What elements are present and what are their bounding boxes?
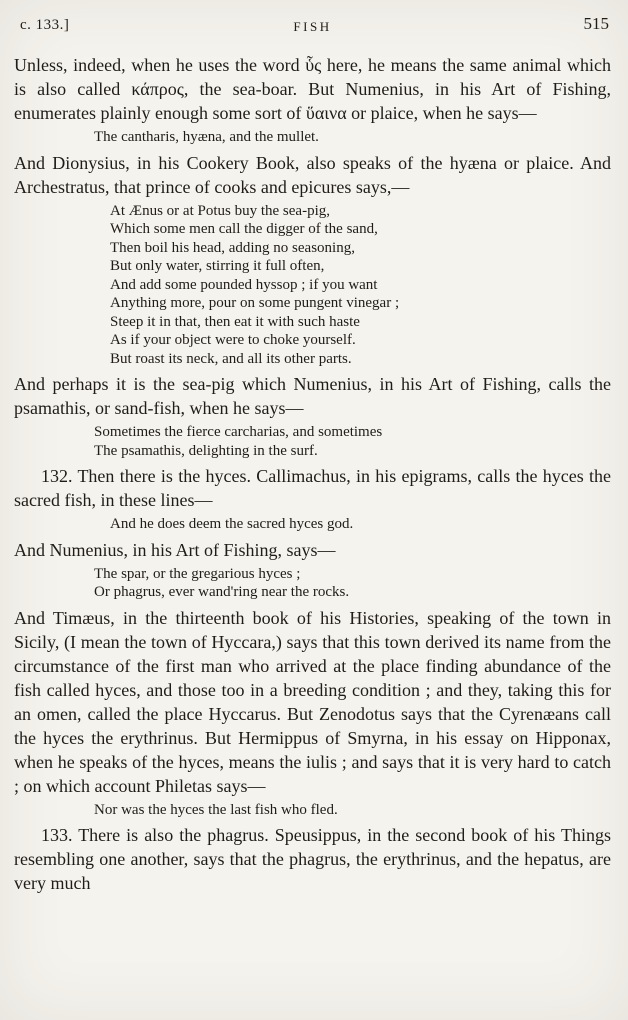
body-paragraph: And Numenius, in his Art of Fishing, says— xyxy=(14,539,336,560)
verse-block xyxy=(110,202,611,369)
verse-block xyxy=(94,128,611,147)
chapter-reference: c. 133.] xyxy=(20,17,70,33)
running-title: FISH xyxy=(293,19,332,34)
body-paragraph-numbered-133: 133. There is also the phagrus. Speusippus, in the second book of his Things resembling one another, says that the phagrus, the erythrinus, and the hepatus, are very much xyxy=(14,825,611,893)
body-paragraph: And perhaps it is the sea-pig which Numenius, in his Art of Fishing, calls the psamathis, or sand-fish, when he says— xyxy=(14,374,611,418)
verse-line: The spar, or the gregarious hyces ; xyxy=(94,565,301,582)
verse-line: Which some men call the digger of the sand, xyxy=(110,221,378,237)
verse-block xyxy=(94,801,611,820)
verse-line: At Ænus or at Potus buy the sea-pig, xyxy=(110,202,330,219)
verse-line: Or phagrus, ever wand'ring near the rocks. xyxy=(94,584,350,600)
verse-line: But only water, stirring it full often, xyxy=(110,258,325,274)
verse-line: As if your object were to choke yourself. xyxy=(110,332,356,348)
verse-line: The psamathis, delighting in the surf. xyxy=(94,442,318,459)
verse-line: Then boil his head, adding no seasoning, xyxy=(110,239,355,256)
verse-line: The cantharis, hyæna, and the mullet. xyxy=(94,129,319,145)
body-paragraph-numbered-132: 132. Then there is the hyces. Callimachus, in his epigrams, calls the hyces the sacred fish, in these lines— xyxy=(14,466,611,510)
verse-line: But roast its neck, and all its other parts. xyxy=(110,350,352,367)
verse-line: Nor was the hyces the last fish who fled. xyxy=(94,801,338,818)
body-paragraph: And Timæus, in the thirteenth book of his Histories, speaking of the town in Sicily, (I mean the town of Hyccara,) says that this town derived its name from the circumstance of the first man who arrived at the place finding abundance of the fish called hyces, and those too in a breeding condition ; and they, taking this for an omen, called the place Hyccarus. But Zenodotus says that the Cyrenæans call the hyces the erythrinus. But Hermippus of Smyrna, in his essay on Hipponax, when he speaks of the hyces, means the iulis ; and says that it is very hard to catch ; on which account Philetas says— xyxy=(14,607,611,796)
page-body xyxy=(14,53,611,895)
page-number: 515 xyxy=(583,14,609,33)
verse-block xyxy=(94,565,611,602)
body-paragraph: And Dionysius, in his Cookery Book, also speaks of the hyæna or plaice. And Archestratus, that prince of cooks and epicures says,— xyxy=(14,152,611,197)
verse-line: Sometimes the fierce carcharias, and sometimes xyxy=(94,424,383,440)
verse-line: Anything more, pour on some pungent vinegar ; xyxy=(110,295,400,311)
verse-line: And he does deem the sacred hyces god. xyxy=(110,516,354,532)
body-paragraph: Unless, indeed, when he uses the word ὗς here, he means the same animal which is also called κάπρος, the sea-boar. But Numenius, in his Art of Fishing, enumerates plainly enough some sort of ὕαινα or plaice, when he says— xyxy=(14,55,611,123)
page-header xyxy=(14,14,611,38)
verse-line: Steep it in that, then eat it with such haste xyxy=(110,313,360,330)
verse-block xyxy=(94,423,611,460)
verse-line: And add some pounded hyssop ; if you want xyxy=(110,276,378,293)
verse-block xyxy=(110,515,611,534)
